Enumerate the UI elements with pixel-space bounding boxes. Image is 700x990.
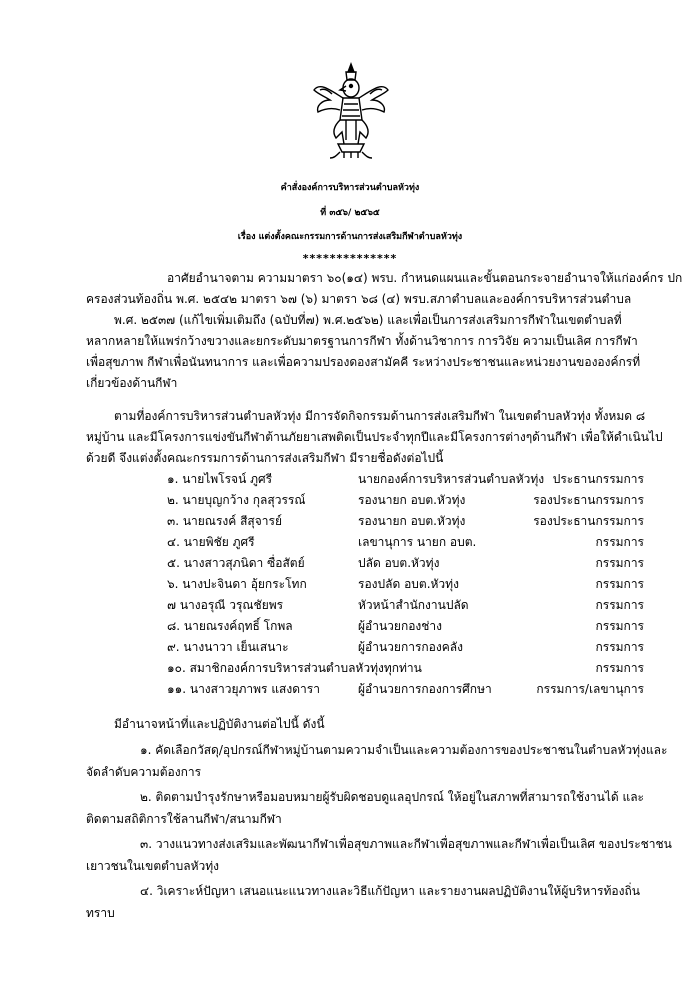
member-name: ๑๑. นางสาวยุภาพร แสงดารา [167, 682, 320, 696]
committee-row [0, 617, 700, 635]
member-position: หัวหน้าสำนักงานปลัด [358, 598, 469, 612]
member-role: กรรมการ/เลขานุการ [536, 682, 644, 696]
intro-line: ครองส่วนท้องถิ่น พ.ศ. ๒๕๔๒ มาตรา ๖๗ (๖) มาตรา ๖๘ (๔) พรบ.สภาตำบลและองค์การบริหารส่วนตำบล [86, 292, 632, 306]
member-role: กรรมการ [595, 598, 644, 612]
member-name: ๒. นายบุญกว้าง กุลสุวรรณ์ [167, 493, 306, 507]
member-role: กรรมการ [595, 640, 644, 654]
member-role: กรรมการ [595, 661, 644, 675]
member-name: ๖. นางปะจินดา อุ้ยกระโทก [167, 577, 307, 591]
member-position: ผู้อำนวยกองช่าง [358, 619, 443, 633]
committee-row [0, 554, 700, 572]
member-position: ผู้อำนวยการกองคลัง [358, 640, 463, 654]
member-position: รองนายก อบต.หัวทุ่ง [358, 514, 466, 528]
duty-line: ทราบ [86, 906, 115, 920]
member-name: ๕. นางสาวสุภนิดา ซื่อสัตย์ [167, 556, 305, 570]
member-name: ๑. นายไพโรจน์ ภูศรี [167, 472, 273, 486]
duty-line: ๔. วิเคราะห์ปัญหา เสนอแนะแนวทางและวิธีแก้ปัญหา และรายงานผลปฏิบัติงานให้ผู้บริหารท้องถิ่น [140, 884, 640, 898]
order-title: คำสั่งองค์การบริหารส่วนตำบลหัวทุ่ง [280, 183, 420, 193]
garuda-emblem-icon [310, 60, 392, 160]
duty-line: ๒. ติดตามบำรุงรักษาหรือมอบหมายผู้รับผิดชอบดูแลอุปกรณ์ ให้อยู่ในสภาพที่สามารถใช้งานได้ และ [140, 790, 644, 804]
member-position: ผู้อำนวยการกองการศึกษา [358, 682, 492, 696]
member-role: รองประธานกรรมการ [533, 514, 644, 528]
para2-line: ตามที่องค์การบริหารส่วนตำบลหัวทุ่ง มีการจัดกิจกรรมด้านการส่งเสริมกีฬา ในเขตตำบลหัวทุ่ง ทั้งหมด ๘ [114, 409, 646, 423]
separator-stars: ************** [302, 252, 398, 265]
member-name: ๙. นางนาวา เย็นเสนาะ [167, 640, 289, 654]
member-role: กรรมการ [595, 577, 644, 591]
para2-line: หมู่บ้าน และมีโครงการแข่งขันกีฬาต้านภัยยาเสพติดเป็นประจำทุกปีและมีโครงการต่างๆด้านกีฬา เพื่อให้ดำเนินไป [86, 430, 663, 444]
member-position: รองปลัด อบต.หัวทุ่ง [358, 577, 459, 591]
member-name: ๗ นางอรุณี วรุณชัยพร [167, 598, 284, 612]
intro-line: พ.ศ. ๒๕๓๗ (แก้ไขเพิ่มเติมถึง (ฉบับที่๗) พ.ศ.๒๕๖๒) และเพื่อเป็นการส่งเสริมการกีฬาในเขตตำบลที่ [114, 313, 622, 327]
duty-line: ๑. คัดเลือกวัสดุ/อุปกรณ์กีฬาหมู่บ้านตามความจำเป็นและความต้องการของประชาชนในตำบลหัวทุ่งและ [140, 743, 668, 757]
committee-row [0, 491, 700, 509]
member-role: รองประธานกรรมการ [533, 493, 644, 507]
order-number: ที่ ๓๕๖/ ๒๕๖๕ [320, 208, 380, 218]
member-name: ๓. นายณรงค์ สีสุจารย์ [167, 514, 282, 528]
committee-row [0, 512, 700, 530]
committee-row [0, 596, 700, 614]
duties-heading: มีอำนาจหน้าที่และปฏิบัติงานต่อไปนี้ ดังนี้ [114, 717, 325, 731]
duty-line: ๓. วางแนวทางส่งเสริมและพัฒนากีฬาเพื่อสุขภาพและกีฬาเพื่อสุขภาพและกีฬาเพื่อเป็นเลิศ ของประชาชน [140, 837, 672, 851]
committee-row [0, 575, 700, 593]
intro-line: เพื่อสุขภาพ กีฬาเพื่อนันทนาการ และเพื่อความปรองดองสามัคคี ระหว่างประชาชนและหน่วยงานขององค์กรที่ [86, 355, 641, 369]
intro-line: หลากหลายให้แพร่กว้างขวางและยกระดับมาตรฐานการกีฬา ทั้งด้านวิชาการ การวิจัย ความเป็นเลิศ การกีฬา [86, 334, 638, 348]
member-position: นายกองค์การบริหารส่วนตำบลหัวทุ่ง [358, 472, 545, 486]
member-role: กรรมการ [595, 619, 644, 633]
member-role: ประธานกรรมการ [552, 472, 644, 486]
committee-row [0, 470, 700, 488]
member-name: ๔. นายพิชัย ภูศรี [167, 535, 255, 549]
duty-line: จัดลำดับความต้องการ [86, 765, 202, 779]
member-role: กรรมการ [595, 535, 644, 549]
duty-line: เยาวชนในเขตตำบลหัวทุ่ง [86, 859, 220, 873]
intro-line: อาศัยอำนาจตาม ความมาตรา ๖๐(๑๔) พรบ. กำหนดแผนและขั้นตอนกระจายอำนาจให้แก่องค์กร ปก [167, 271, 683, 285]
intro-line: เกี่ยวข้องด้านกีฬา [86, 376, 178, 390]
member-position: ปลัด อบต.หัวทุ่ง [358, 556, 440, 570]
committee-row [0, 638, 700, 656]
duty-line: ติดตามสถิติการใช้ลานกีฬา/สนามกีฬา [86, 812, 282, 826]
member-role: กรรมการ [595, 556, 644, 570]
member-position: เลขานุการ นายก อบต. [358, 535, 477, 549]
committee-row [0, 680, 700, 698]
member-name: ๑๐. สมาชิกองค์การบริหารส่วนตำบลหัวทุ่งทุกท่าน [167, 661, 422, 675]
committee-row [0, 533, 700, 551]
order-subject: เรื่อง แต่งตั้งคณะกรรมการด้านการส่งเสริมกีฬาตำบลหัวทุ่ง [237, 232, 463, 242]
member-name: ๘. นายณรงค์ฤทธิ์ โกพล [167, 619, 293, 633]
para2-line: ด้วยดี จึงแต่งตั้งคณะกรรมการด้านการส่งเสริมกีฬา มีรายชื่อดังต่อไปนี้ [86, 451, 444, 465]
member-position: รองนายก อบต.หัวทุ่ง [358, 493, 466, 507]
committee-row [0, 659, 700, 677]
